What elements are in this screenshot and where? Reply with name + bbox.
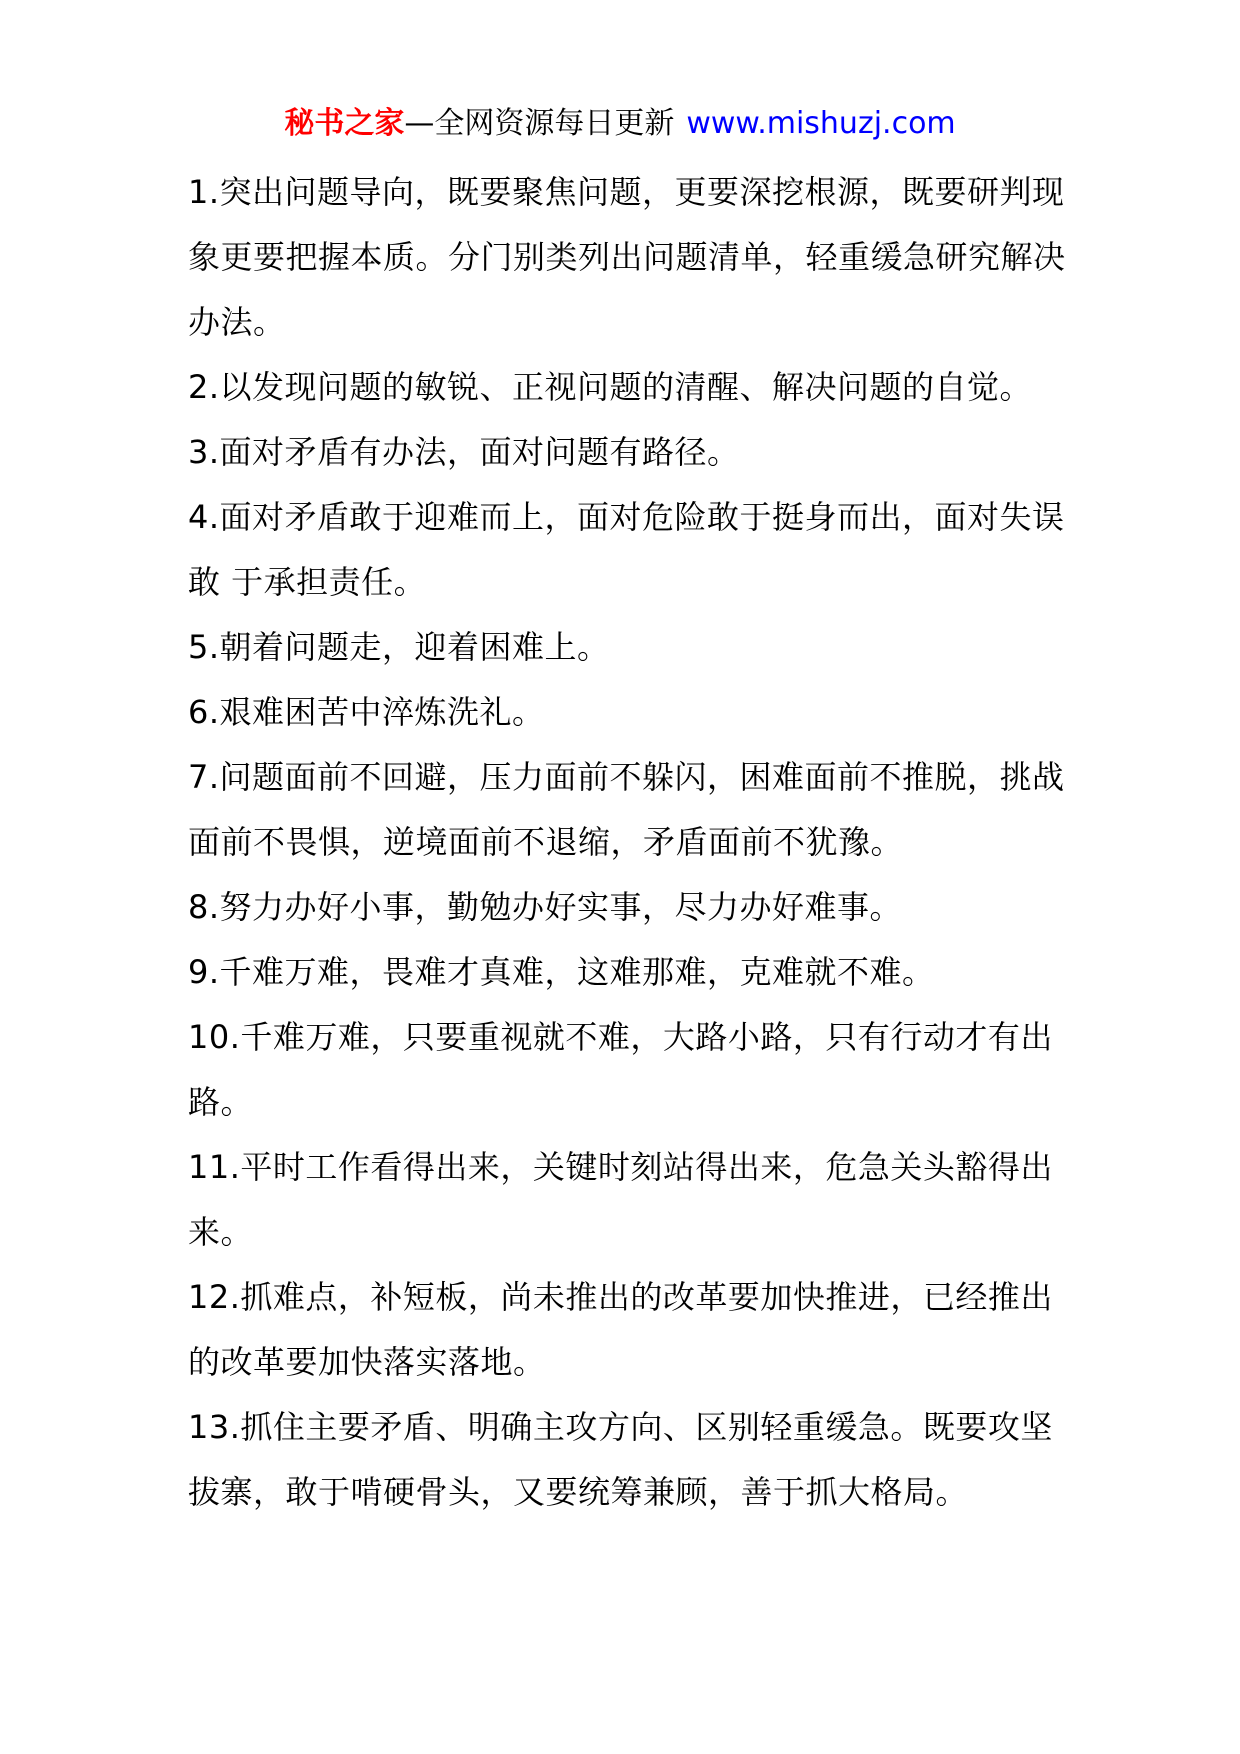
paragraph-9: 9.千难万难，畏难才真难，这难那难，克难就不难。	[188, 953, 935, 991]
paragraph-11: 11.平时工作看得出来，关键时刻站得出来，危急关头豁得出来。	[188, 1148, 1053, 1251]
paragraph-7: 7.问题面前不回避，压力面前不躲闪，困难面前不推脱，挑战面前不畏惧，逆境面前不退缩，矛盾面前不犹豫。	[188, 758, 1065, 861]
paragraph-4: 4.面对矛盾敢于迎难而上，面对危险敢于挺身而出，面对失误敢 于承担责任。	[188, 498, 1065, 601]
paragraph-10: 10.千难万难，只要重视就不难，大路小路，只有行动才有出路。	[188, 1018, 1053, 1121]
page-header	[0, 104, 1240, 144]
paragraph-5: 5.朝着问题走，迎着困难上。	[188, 628, 610, 666]
paragraph-6: 6.艰难困苦中淬炼洗礼。	[188, 693, 545, 731]
website-link[interactable]: www.mishuzj.com	[686, 106, 956, 141]
paragraph-13: 13.抓住主要矛盾、明确主攻方向、区别轻重缓急。既要攻坚拔寨，敢于啃硬骨头，又要统筹兼顾，善于抓大格局。	[188, 1408, 1053, 1511]
paragraph-1: 1.突出问题导向，既要聚焦问题，更要深挖根源，既要研判现象更要把握本质。分门别类列出问题清单，轻重缓急研究解决办法。	[188, 173, 1066, 341]
paragraph-3: 3.面对矛盾有办法，面对问题有路径。	[188, 433, 740, 471]
document-body	[188, 160, 1068, 1525]
paragraph-12: 12.抓难点，补短板，尚未推出的改革要加快推进，已经推出的改革要加快落实落地。	[188, 1278, 1053, 1381]
paragraph-2: 2.以发现问题的敏锐、正视问题的清醒、解决问题的自觉。	[188, 368, 1033, 406]
paragraph-8: 8.努力办好小事，勤勉办好实事，尽力办好难事。	[188, 888, 903, 926]
header-tagline: —全网资源每日更新	[404, 106, 675, 141]
brand-name: 秘书之家	[284, 106, 405, 141]
